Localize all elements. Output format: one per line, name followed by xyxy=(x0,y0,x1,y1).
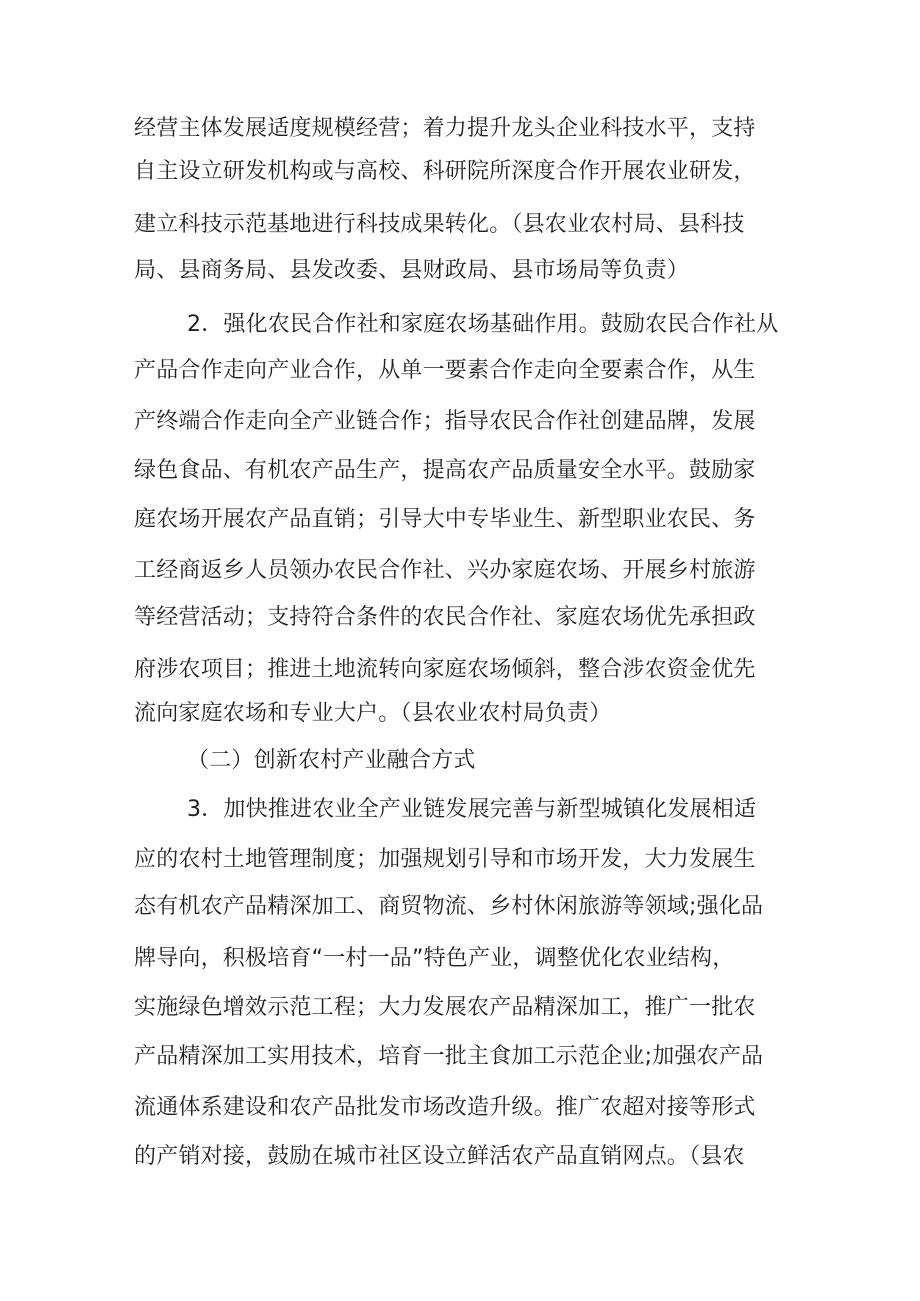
paragraph-first-line: 3．加快推进农业全产业链发展完善与新型城镇化发展相适 xyxy=(187,797,757,822)
text-line: 产终端合作走向全产业链合作；指导农民合作社创建品牌，发展 xyxy=(134,409,756,434)
text-line: 应的农村土地管理制度；加强规划引导和市场开发，大力发展生 xyxy=(134,847,756,872)
text-line: 局、县商务局、县发改委、县财政局、县市场局等负责） xyxy=(134,258,690,283)
text-line: 产品合作走向产业合作，从单一要素合作走向全要素合作，从生 xyxy=(134,358,756,383)
text-line: 产品精深加工实用技术，培育一批主食加工示范企业;加强农产品 xyxy=(134,1044,764,1069)
section-heading: （二）创新农村产业融合方式 xyxy=(187,748,476,773)
text-line: 建立科技示范基地进行科技成果转化。（县农业农村局、县科技 xyxy=(134,212,745,237)
text-line: 态有机农产品精深加工、商贸物流、乡村休闲旅游等领域;强化品 xyxy=(134,894,764,919)
text-line: 庭农场开展农产品直销；引导大中专毕业生、新型职业农民、务 xyxy=(134,507,756,532)
text-line: 牌导向，积极培育“一村一品”特色产业，调整优化农业结构， xyxy=(134,946,735,971)
text-line: 流向家庭农场和专业大户。（县农业农村局负责） xyxy=(134,701,612,726)
text-line: 绿色食品、有机农产品生产，提高农产品质量安全水平。鼓励家 xyxy=(134,458,756,483)
text-line: 流通体系建设和农产品批发市场改造升级。推广农超对接等形式 xyxy=(134,1095,756,1120)
text-line: 府涉农项目；推进土地流转向家庭农场倾斜，整合涉农资金优先 xyxy=(134,657,756,682)
text-line: 的产销对接，鼓励在城市社区设立鲜活农产品直销网点。（县农 xyxy=(134,1144,745,1169)
text-line: 经营主体发展适度规模经营；着力提升龙头企业科技水平，支持 xyxy=(134,116,756,141)
text-line: 自主设立研发机构或与高校、科研院所深度合作开展农业研发， xyxy=(134,159,756,184)
paragraph-first-line: 2．强化农民合作社和家庭农场基础作用。鼓励农民合作社从 xyxy=(187,312,779,337)
text-line: 等经营活动；支持符合条件的农民合作社、家庭农场优先承担政 xyxy=(134,605,756,630)
text-line: 实施绿色增效示范工程；大力发展农产品精深加工，推广一批农 xyxy=(134,995,756,1020)
text-line: 工经商返乡人员领办农民合作社、兴办家庭农场、开展乡村旅游 xyxy=(134,558,756,583)
